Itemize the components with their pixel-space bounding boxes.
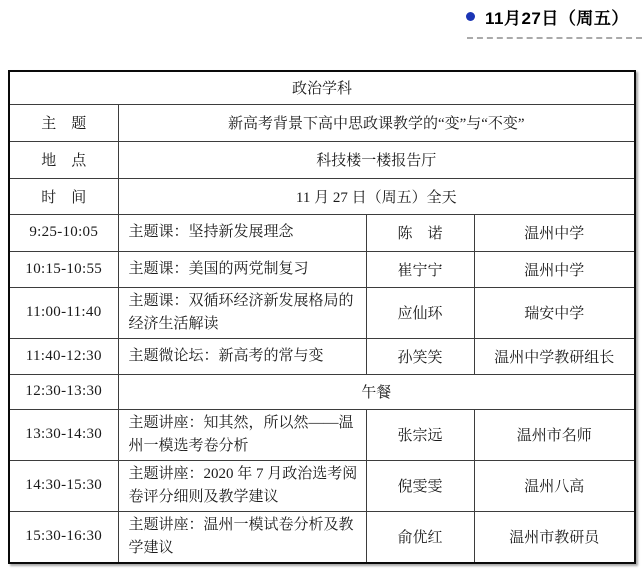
session-affiliation: 温州市名师 — [474, 409, 635, 460]
session-time: 10:15-10:55 — [9, 251, 118, 287]
time-label: 时 间 — [9, 178, 118, 214]
session-speaker: 孙笑笑 — [366, 338, 474, 374]
session-time: 11:00-11:40 — [9, 287, 118, 338]
session-time: 13:30-14:30 — [9, 409, 118, 460]
session-affiliation: 温州中学 — [474, 251, 635, 287]
session-time: 9:25-10:05 — [9, 214, 118, 251]
table-row — [9, 104, 635, 141]
session-content: 主题讲座：2020 年 7 月政治选考阅卷评分细则及教学建议 — [118, 460, 366, 511]
table-row — [9, 214, 635, 251]
venue-value: 科技楼一楼报告厅 — [118, 141, 635, 178]
venue-label: 地 点 — [9, 141, 118, 178]
table-row — [9, 178, 635, 214]
table-row — [9, 71, 635, 104]
theme-value: 新高考背景下高中思政课教学的“变”与“不变” — [118, 104, 635, 141]
session-content: 主题讲座：知其然，所以然——温州一模选考卷分析 — [118, 409, 366, 460]
session-time: 11:40-12:30 — [9, 338, 118, 374]
session-affiliation: 温州中学教研组长 — [474, 338, 635, 374]
session-content: 主题课：美国的两党制复习 — [118, 251, 366, 287]
session-time: 15:30-16:30 — [9, 511, 118, 563]
lunch-label: 午餐 — [118, 374, 635, 409]
table-row — [9, 141, 635, 178]
session-time: 14:30-15:30 — [9, 460, 118, 511]
session-content: 主题微论坛：新高考的常与变 — [118, 338, 366, 374]
table-row — [9, 409, 635, 460]
session-speaker: 俞优红 — [366, 511, 474, 563]
table-row — [9, 338, 635, 374]
date-label: 11月27日（周五） — [485, 9, 629, 28]
theme-label: 主 题 — [9, 104, 118, 141]
session-speaker: 崔宁宁 — [366, 251, 474, 287]
table-row — [9, 287, 635, 338]
session-affiliation: 瑞安中学 — [474, 287, 635, 338]
table-row — [9, 460, 635, 511]
session-affiliation: 温州市教研员 — [474, 511, 635, 563]
session-content: 主题课：坚持新发展理念 — [118, 214, 366, 251]
session-content: 主题讲座：温州一模试卷分析及教学建议 — [118, 511, 366, 563]
time-value: 11 月 27 日（周五）全天 — [118, 178, 635, 214]
table-row — [9, 251, 635, 287]
session-affiliation: 温州中学 — [474, 214, 635, 251]
session-affiliation: 温州八高 — [474, 460, 635, 511]
session-speaker: 应仙环 — [366, 287, 474, 338]
schedule-table — [8, 70, 636, 564]
date-header — [466, 4, 629, 29]
table-row — [9, 374, 635, 409]
session-speaker: 陈 诺 — [366, 214, 474, 251]
session-speaker: 倪雯雯 — [366, 460, 474, 511]
lunch-time: 12:30-13:30 — [9, 374, 118, 409]
session-content: 主题课：双循环经济新发展格局的经济生活解读 — [118, 287, 366, 338]
dashed-divider — [467, 37, 642, 39]
bullet-icon — [466, 12, 475, 21]
table-row — [9, 511, 635, 563]
session-speaker: 张宗远 — [366, 409, 474, 460]
subject-title: 政治学科 — [9, 71, 635, 104]
